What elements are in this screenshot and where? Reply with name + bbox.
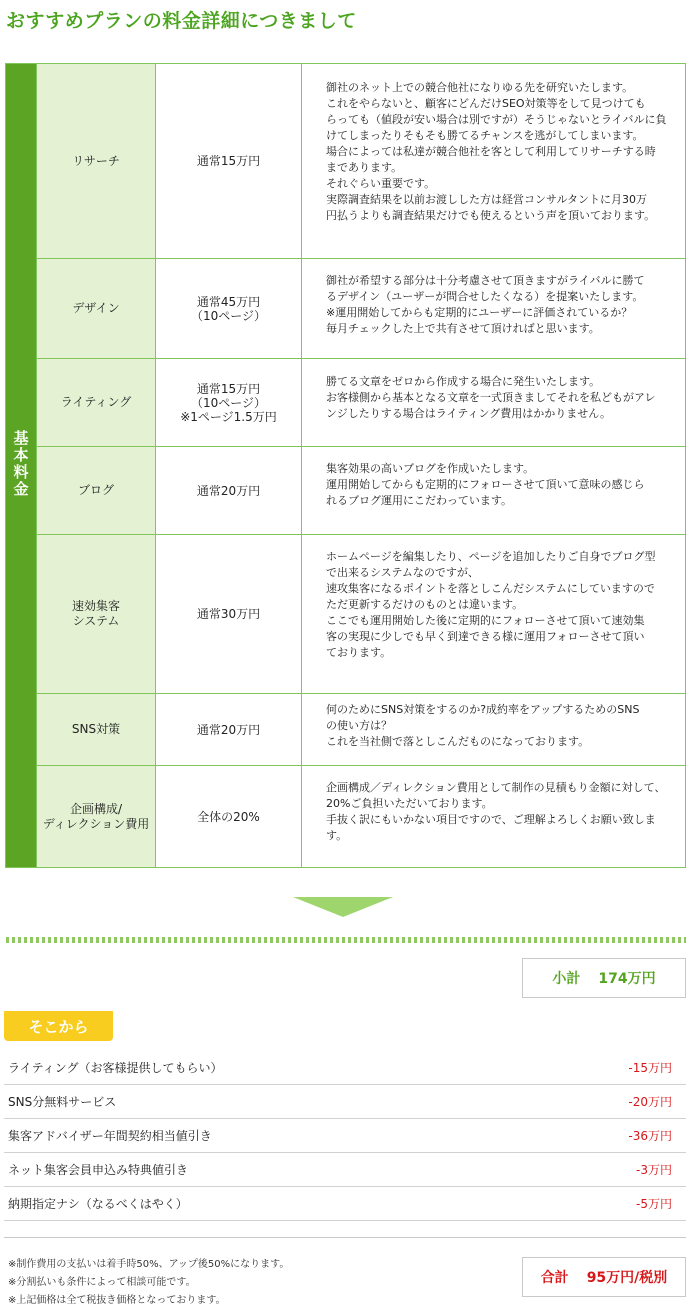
discount-amount: -36万円 bbox=[628, 1129, 672, 1143]
subtotal-box bbox=[522, 958, 686, 998]
item-name: ブログ bbox=[37, 447, 156, 535]
total-value: 95万円/税別 bbox=[586, 1270, 668, 1286]
item-price: 通常15万円 （10ページ） ※1ページ1.5万円 bbox=[156, 359, 302, 447]
discount-amount: -3万円 bbox=[636, 1163, 672, 1177]
discount-amount: -15万円 bbox=[628, 1061, 672, 1075]
item-description: ホームページを編集したり、ページを追加したりご自身でブログ型 で出来るシステムなのですが、 速攻集客になるポイントを落としこんだシステムにしていますので ただ更新するだけのものとは違います。 ここでも運用開始した後に定期的にフォローさせて頂いて速効集 客の実現に少しでも早く到達できる様に運用フォローさせて頂い ております。 bbox=[302, 535, 686, 694]
section-divider bbox=[4, 1237, 686, 1238]
discount-label: 納期指定ナシ（なるべくはやく） bbox=[8, 1197, 188, 1211]
table-row bbox=[6, 535, 686, 694]
discount-row bbox=[4, 1153, 686, 1187]
page-title: おすすめプランの料金詳細につきまして bbox=[6, 10, 357, 32]
footnotes bbox=[8, 1256, 289, 1310]
discount-amount: -20万円 bbox=[628, 1095, 672, 1109]
item-description: 御社が希望する部分は十分考慮させて頂きますがライバルに勝て るデザイン（ユーザーが問合せしたくなる）を提案いたします。 ※運用開始してからも定期的にユーザーに評価されているか？ 毎月チェックした上で共有させて頂ければと思います。 bbox=[302, 259, 686, 359]
discount-label: ネット集客会員申込み特典値引き bbox=[8, 1163, 189, 1177]
discount-row bbox=[4, 1051, 686, 1085]
item-description: 企画構成／ディレクション費用として制作の見積もり金額に対して、 20%ご負担いただいております。 手抜く訳にもいかない項目ですので、ご理解よろしくお願い致しま す。 bbox=[302, 766, 686, 868]
item-price: 通常20万円 bbox=[156, 694, 302, 766]
discount-amount: -5万円 bbox=[636, 1197, 672, 1211]
subtotal-label: 小計 bbox=[552, 971, 581, 987]
discount-row bbox=[4, 1119, 686, 1153]
item-description: 何のためにSNS対策をするのか?成約率をアップするためのSNS の使い方は？ これを当社側で落としこんだものになっております。 bbox=[302, 694, 686, 766]
footnote: ※制作費用の支払いは着手時50%、アップ後50%になります。 bbox=[8, 1259, 290, 1270]
item-price: 通常15万円 bbox=[156, 64, 302, 259]
dashed-divider bbox=[6, 937, 686, 943]
down-arrow-icon bbox=[293, 897, 393, 917]
discount-row bbox=[4, 1187, 686, 1221]
item-name: 企画構成/ ディレクション費用 bbox=[37, 766, 156, 868]
discount-heading-tag: そこから bbox=[4, 1011, 113, 1041]
discount-label: 集客アドバイザー年間契約相当値引き bbox=[8, 1129, 212, 1143]
table-row bbox=[6, 694, 686, 766]
table-row bbox=[6, 259, 686, 359]
base-fee-label: 基本料金 bbox=[6, 64, 37, 868]
total-label: 合計 bbox=[540, 1270, 569, 1286]
item-name: リサーチ bbox=[37, 64, 156, 259]
discount-label: ライティング（お客様提供してもらい） bbox=[8, 1061, 223, 1075]
item-name: デザイン bbox=[37, 259, 156, 359]
table-row bbox=[6, 766, 686, 868]
total-box bbox=[522, 1257, 686, 1297]
pricing-table bbox=[5, 63, 686, 868]
item-price: 通常20万円 bbox=[156, 447, 302, 535]
item-description: 勝てる文章をゼロから作成する場合に発生いたします。 お客様側から基本となる文章を一式頂きましてそれを私どもがアレ ンジしたりする場合はライティング費用はかかりません。 bbox=[302, 359, 686, 447]
discount-list bbox=[4, 1051, 686, 1221]
item-description: 集客効果の高いブログを作成いたします。 運用開始してからも定期的にフォローさせて頂いて意味の感じら れるブログ運用にこだわっています。 bbox=[302, 447, 686, 535]
discount-row bbox=[4, 1085, 686, 1119]
item-price: 全体の20% bbox=[156, 766, 302, 868]
item-price: 通常45万円 （10ページ） bbox=[156, 259, 302, 359]
item-price: 通常30万円 bbox=[156, 535, 302, 694]
table-row bbox=[6, 359, 686, 447]
footnote: ※上記価格は全て税抜き価格となっております。 bbox=[8, 1295, 226, 1306]
item-name: SNS対策 bbox=[37, 694, 156, 766]
footnote: ※分割払いも条件によって相談可能です。 bbox=[8, 1277, 196, 1288]
discount-label: SNS分無料サービス bbox=[8, 1095, 117, 1109]
item-name: ライティング bbox=[37, 359, 156, 447]
item-name: 速効集客 システム bbox=[37, 535, 156, 694]
item-description: 御社のネット上での競合他社になりゆる先を研究いたします。 これをやらないと、顧客にどんだけSEO対策等をして見つけても らっても（値段が安い場合は別ですが）そうじゃないとライバルに負 けてしまったりそもそも勝てるチャンスを逃がしてしまいます。 場合によっては私達が競合他社を客として利用してリサーチする時 まであります。 それぐらい重要です。 実際調査結果を以前お渡しした方は経営コンサルタントに月30万 円払うよりも調査結果だけでも使えるという声を頂いております。 bbox=[302, 64, 686, 259]
subtotal-value: 174万円 bbox=[598, 971, 656, 987]
table-row bbox=[6, 447, 686, 535]
table-row bbox=[6, 64, 686, 259]
